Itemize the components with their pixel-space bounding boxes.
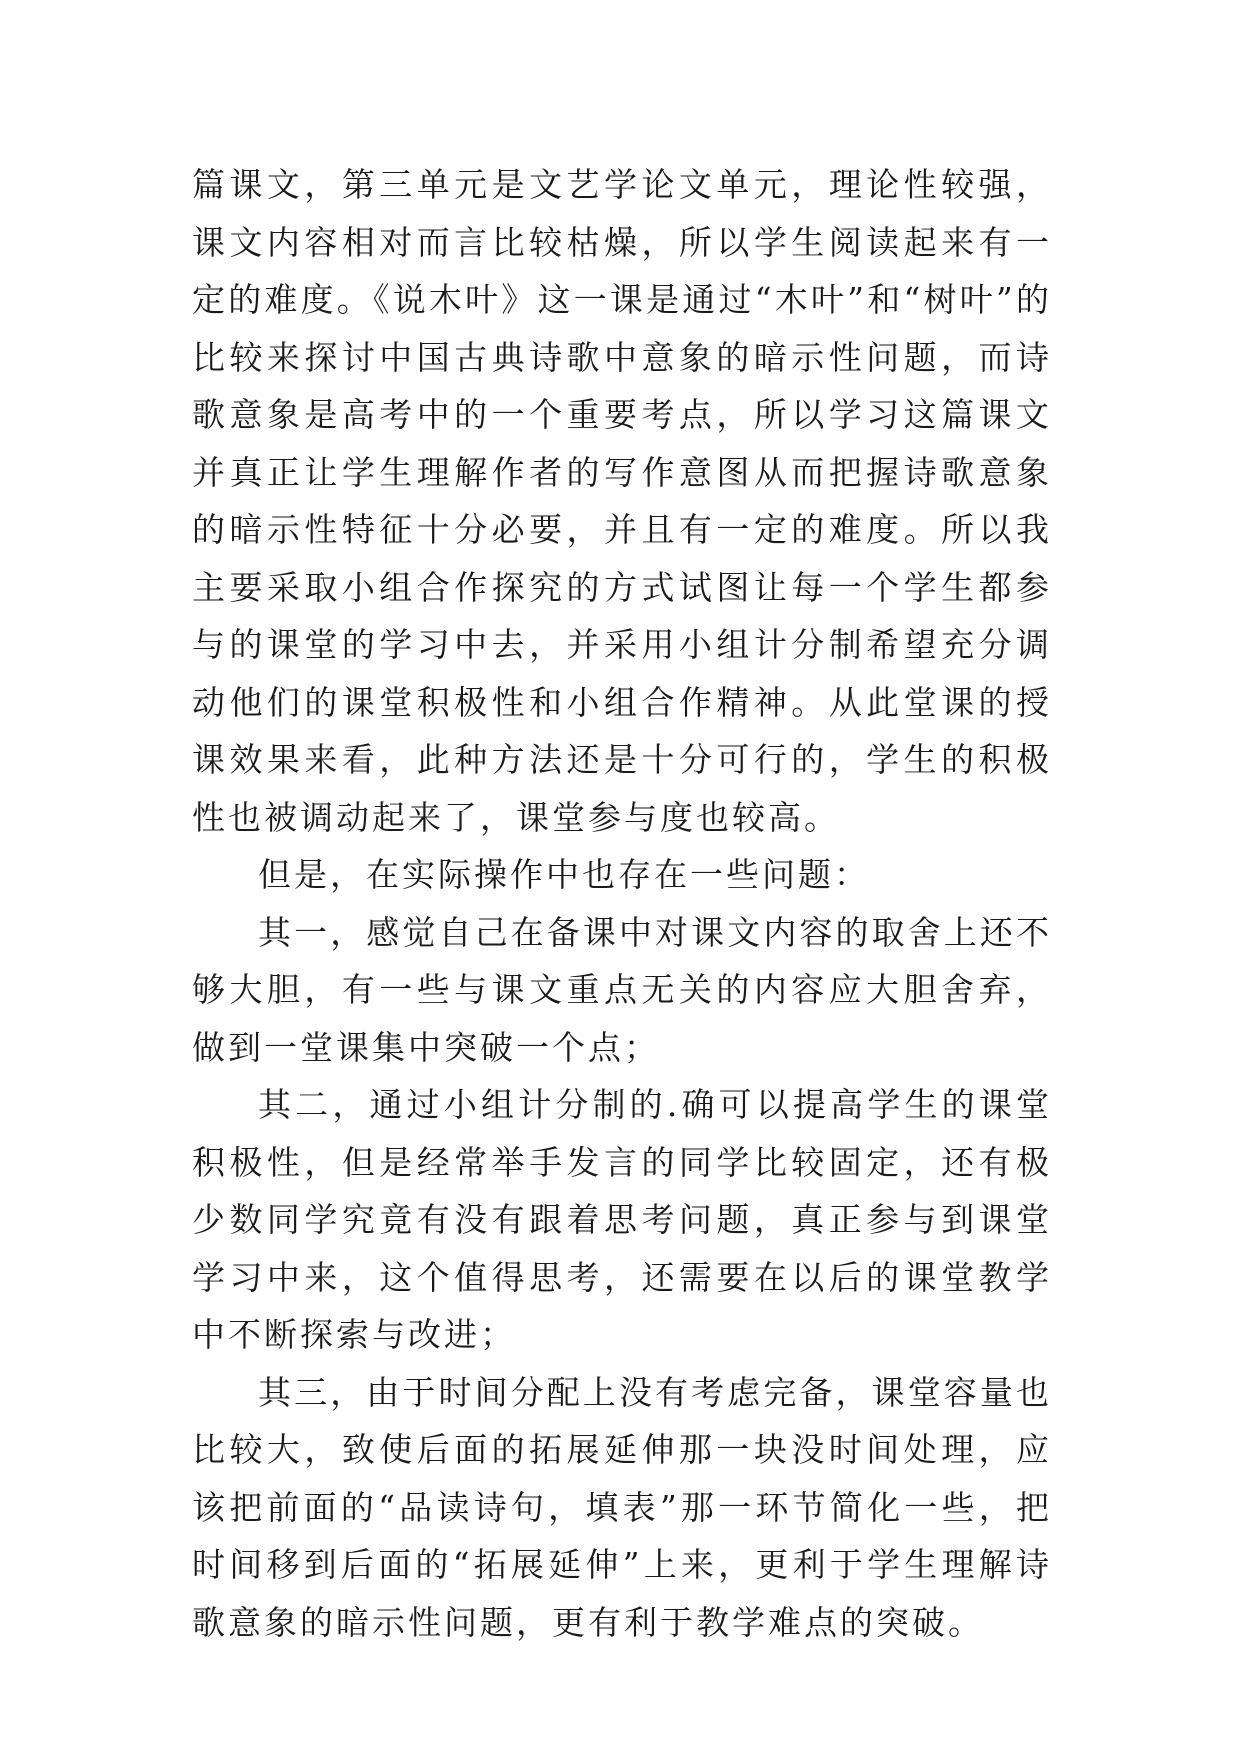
paragraph-3: 其一，感觉自己在备课中对课文内容的取舍上还不够大胆，有一些与课文重点无关的内容应大胆舍弃，做到一堂课集中突破一个点； <box>192 912 1052 1067</box>
paragraph-5: 其三，由于时间分配上没有考虑完备，课堂容量也比较大，致使后面的拓展延伸那一块没时间处理，应该把前面的“品读诗句，填表”那一环节简化一些，把时间移到后面的“拓展延伸”上来，更利于学生理解诗歌意象的暗示性问题，更有利于教学难点的突破。 <box>192 1372 1052 1642</box>
paragraph-1: 篇课文，第三单元是文艺学论文单元，理论性较强，课文内容相对而言比较枯燥，所以学生阅读起来有一定的难度。《说木叶》这一课是通过“木叶”和“树叶”的比较来探讨中国古典诗歌中意象的暗示性问题，而诗歌意象是高考中的一个重要考点，所以学习这篇课文并真正让学生理解作者的写作意图从而把握诗歌意象的暗示性特征十分必要，并且有一定的难度。所以我主要采取小组合作探究的方式试图让每一个学生都参与的课堂的学习中去，并采用小组计分制希望充分调动他们的课堂积极性和小组合作精神。从此堂课的授课效果来看，此种方法还是十分可行的，学生的积极性也被调动起来了，课堂参与度也较高。 <box>192 165 1052 837</box>
paragraph-4: 其二，通过小组计分制的.确可以提高学生的课堂积极性，但是经常举手发言的同学比较固定，还有极少数同学究竟有没有跟着思考问题，真正参与到课堂学习中来，这个值得思考，还需要在以后的课堂教学中不断探索与改进； <box>192 1085 1052 1354</box>
document-body <box>192 156 1052 1651</box>
paragraph-2: 但是，在实际操作中也存在一些问题： <box>258 855 870 894</box>
